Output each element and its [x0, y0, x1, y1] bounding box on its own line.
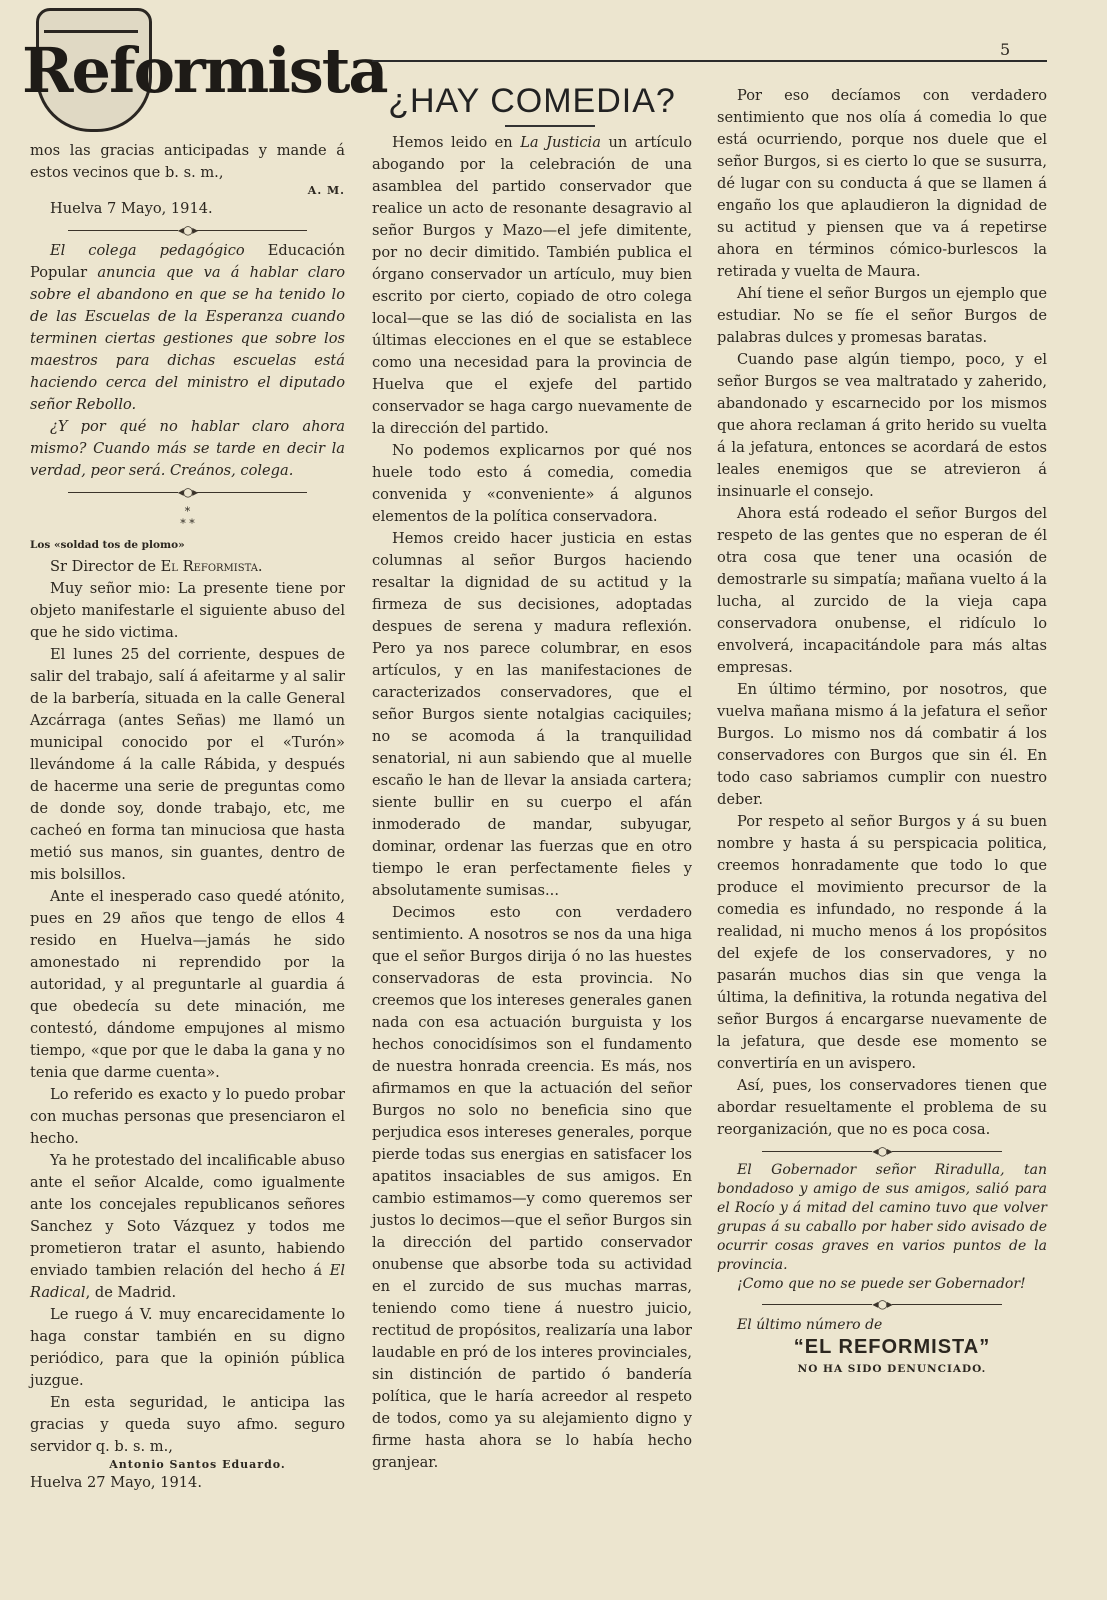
- paragraph: Lo referido es exacto y lo puedo probar con muchas personas que presenciaron el hecho.: [30, 1086, 345, 1147]
- crown-icon: [44, 6, 138, 33]
- dateline: Huelva 7 Mayo, 1914.: [50, 200, 213, 217]
- paragraph: Cuando pase algún tiempo, poco, y el señor Burgos se vea maltratado y zaherido, abandonado y escarnecido por los mismos que ahora reclaman á grito herido su vuelta á la jefatura, entonces se acordará de estos leales enemigos que se atrevieron á insinuarle el consejo.: [717, 351, 1047, 500]
- paragraph: Le ruego á V. muy encarecidamente lo haga constar también en su digno periódico, para que la opinión pública juzgue.: [30, 1306, 345, 1389]
- paragraph: En esta seguridad, le anticipa las gracias y queda suyo afmo. seguro servidor q. b. s. m.,: [30, 1394, 345, 1455]
- letter-heading: Los «soldad tos de plomo»: [30, 539, 185, 551]
- brand-subline: NO HA SIDO DENUNCIADO.: [797, 1363, 987, 1375]
- news-note: ¡Como que no se puede ser Gobernador!: [737, 1276, 1026, 1292]
- ornament-divider: ◂○▸: [717, 1294, 1047, 1314]
- news-note: El último número de: [737, 1317, 883, 1333]
- news-note-question: ¿Y por qué no hablar claro ahora mismo? Cuando más se tarde en decir la verdad, peor será. Creános, colega.: [30, 418, 345, 479]
- ornament-divider: ◂○▸: [30, 482, 345, 502]
- header-rule: [372, 60, 1047, 62]
- article-title: ¿HAY COMEDIA?: [388, 82, 676, 120]
- paragraph: mos las gracias anticipadas y mande á estos vecinos que b. s. m.,: [30, 142, 345, 181]
- paragraph: Muy señor mio: La presente tiene por objeto manifestarle el siguiente abuso del que he sido victima.: [30, 580, 345, 641]
- ornament-divider: ◂○▸: [717, 1141, 1047, 1161]
- paragraph: Así, pues, los conservadores tienen que abordar resueltamente el problema de su reorganización, que no es poca cosa.: [717, 1077, 1047, 1138]
- paragraph: En último término, por nosotros, que vuelva mañana mismo á la jefatura el señor Burgos. Lo mismo nos dá combatir á los conservadores con Burgos que sin él. En todo caso sabriamos cumplir con nuestro deber.: [717, 681, 1047, 808]
- paragraph: Ya he protestado del incalificable abuso ante el señor Alcalde, como igualmente ante los concejales republicanos señores Sanchez y Soto Vázquez y todos me prometieron tratar el asunto, habiendo enviado tambien relación del hecho á El Radical, de Madrid.: [30, 1152, 345, 1301]
- news-note: El Gobernador señor Riradulla, tan bondadoso y amigo de sus amigos, salió para el Rocío y á mitad del camino tuvo que volver grupas á su caballo por haber sido avisado de ocurrir cosas graves en varios puntos de la provincia.: [717, 1162, 1047, 1273]
- title-rule: [505, 125, 595, 127]
- paragraph: Hemos leido en La Justicia un artículo abogando por la celebración de una asamblea del partido conservador que realice un acto de resonante desagravio al señor Burgos y Mazo—el jefe dimitente, por no decir dimitido. También publica el órgano conservador un artículo, muy bien escrito por cierto, copiado de otro colega local—que se las dió de socialista en las últimas elecciones en el que se establece como una necesidad para la provincia de Huelva que el exjefe del partido conservador se haga cargo nuevamente de la dirección del partido.: [372, 134, 693, 437]
- paragraph: Ahora está rodeado el señor Burgos del respeto de las gentes que no esperan de él otra cosa que tener una ocasión de demostrarle su simpatía; mañana vuelto á la lucha, al zurcido de la vieja capa conservadora onubense, el ridículo lo envolverá, incapacitándole para más altas empresas.: [717, 505, 1047, 676]
- masthead-logo: [8, 6, 387, 131]
- salutation: Sr Director de El Reformista.: [50, 558, 263, 575]
- news-note: El colega pedagógico Educación Popular anuncia que va á hablar claro sobre el abandono en que se ha tenido lo de las Escuelas de la Esperanza cuando terminen ciertas gestiones que sobre los maestros para dichas escuelas está haciendo cerca del ministro el diputado señor Rebollo.: [30, 242, 345, 413]
- asterism-icon: * * *: [180, 505, 195, 530]
- paragraph: Decimos esto con verdadero sentimiento. A nosotros se nos da una higa que el señor Burgos dirija ó no las huestes conservadoras de esta provincia. No creemos que los intereses generales ganen nada con esa actuación burguista y los hechos conocidísimos son el fundamento de nuestra honrada creencia. Es más, nos afirmamos en que la actuación del señor Burgos no solo no beneficia sino que perjudica esos intereses generales, porque pierde todas sus energias en satisfacer los apatitos insaciables de sus amigos. En cambio estimamos—y como queremos ser justos lo decimos—que el señor Burgos sin la dirección del partido conservador onubense que absorbe toda su actividad en el zurcido de sus muchas marras, teniendo como tiene á nuestro juicio, rectitud de propósitos, realizaría una labor laudable en pró de los interes provinciales, sin distinción de partido ó bandería política, que le haría acreedor al respeto de todos, como ya su alejamiento digno y firme hasta ahora se lo había hecho granjear.: [372, 904, 692, 1471]
- paragraph: El lunes 25 del corriente, despues de salir del trabajo, salí á afeitarme y al salir de la barbería, situada en la calle General Azcárraga (antes Señas) me llamó un municipal conocido por el «Turón» llevándome á la calle Rábida, y después de hacerme una serie de preguntas como de donde soy, donde trabajo, etc, me cacheó en forma tan minuciosa que hasta metió sus manos, sin guantes, dentro de mis bolsillos.: [30, 646, 345, 883]
- signature: Antonio Santos Eduardo.: [109, 1458, 286, 1471]
- masthead-title: Reformista: [22, 34, 387, 107]
- paragraph: Ahí tiene el señor Burgos un ejemplo que estudiar. No se fíe el señor Burgos de palabras dulces y promesas baratas.: [717, 285, 1047, 346]
- column-2: [372, 132, 692, 1474]
- paragraph: No podemos explicarnos por qué nos huele todo esto á comedia, comedia convenida y «conveniente» á algunos elementos de la política conservadora.: [372, 442, 692, 525]
- brand-name: “EL REFORMISTA”: [793, 1336, 991, 1358]
- column-3: [717, 85, 1047, 1380]
- paragraph: Por respeto al señor Burgos y á su buen nombre y hasta á su perspicacia politica, creemos honradamente que todo lo que produce el movimiento precursor de la comedia es infundado, no responde á la realidad, ni mucho menos á los propósitos del exjefe de los conservadores, y no pasarán muchos dias sin que venga la última, la definitiva, la rotunda negativa del señor Burgos á encargarse nuevamente de la jefatura, que desde ese momento se convertiría en un avispero.: [717, 813, 1047, 1072]
- ornament-divider: ◂○▸: [30, 220, 345, 240]
- paragraph: Hemos creido hacer justicia en estas columnas al señor Burgos haciendo resaltar la dignidad de su actitud y la firmeza de sus decisiones, adoptadas despues de serena y madura reflexión. Pero ya nos parece columbrar, en esos artículos, y en las manifestaciones de caracterizados conservadores, que el señor Burgos siente notalgias caciquiles; no se acomoda á la tranquilidad senatorial, ni aun sabiendo que al muelle escaño le han de llevar la ansiada cartera; siente bullir en su cuerpo el afán inmoderado de mandar, subyugar, dominar, ordenar las fuerzas que en otro tiempo le eran perfectamente fieles y absolutamente sumisas...: [372, 530, 692, 899]
- signature-initials: A. M.: [307, 184, 345, 197]
- dateline: Huelva 27 Mayo, 1914.: [30, 1474, 202, 1491]
- paragraph: Por eso decíamos con verdadero sentimiento que nos olía á comedia lo que está ocurriendo, porque nos duele que el señor Burgos, si es cierto lo que se susurra, dé lugar con su conducta á que se llamen á engaño los que aplaudieron la dignidad de su actitud y piensen que va á repetirse ahora en términos cómico-burlescos la retirada y vuelta de Maura.: [717, 87, 1047, 280]
- page-number: 5: [1000, 40, 1011, 59]
- column-1: [30, 140, 345, 1494]
- paragraph: Ante el inesperado caso quedé atónito, pues en 29 años que tengo de ellos 4 resido en Huelva—jamás he sido amonestado ni reprendido por la autoridad, y al preguntarle al guardia á que obedecía su dete minación, me contestó, dándome empujones al mismo tiempo, «que por que le daba la gana y no tenia que darme cuenta».: [30, 888, 345, 1081]
